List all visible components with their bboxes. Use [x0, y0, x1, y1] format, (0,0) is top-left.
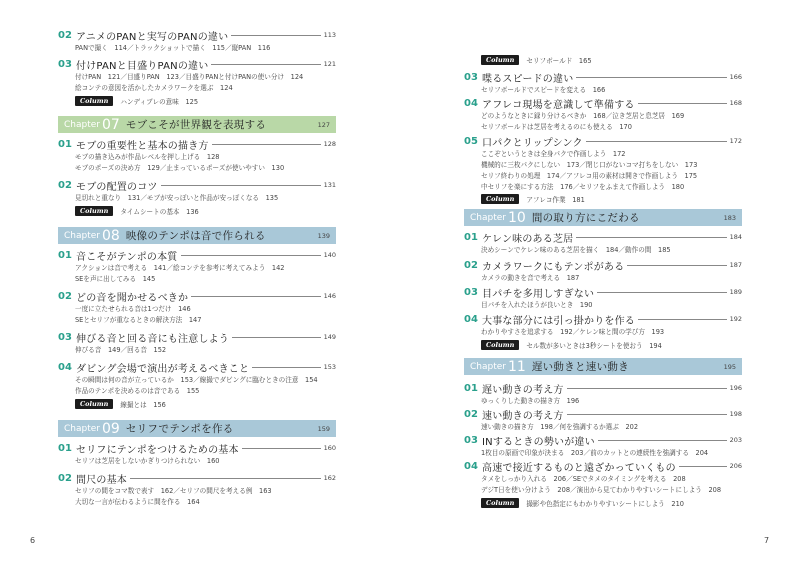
column-title: 撮影や色指定にもわかりやすいシートにしよう 210	[526, 499, 684, 508]
toc-section	[58, 57, 336, 71]
section-title: 高速で接近するものと遠ざかっていくもの	[482, 462, 676, 474]
toc-subtopics: PANで撮く 114／トラックショットで描く 115／縦PAN 116	[75, 44, 271, 52]
toc-section	[58, 330, 336, 344]
dotted-leader	[679, 465, 727, 467]
column-title: セル数が多いときは3秒シートを使おう 194	[526, 341, 662, 350]
column-title: 線撮とは 156	[120, 400, 166, 409]
section-title: 速い動きの考え方	[482, 410, 564, 422]
dotted-leader	[576, 236, 726, 238]
column-badge: Column	[481, 55, 519, 65]
dotted-leader	[567, 387, 727, 389]
page-number-right: 7	[764, 536, 770, 545]
chapter-header	[464, 358, 742, 375]
page-ref: 113	[323, 31, 336, 39]
chapter-header	[58, 420, 336, 437]
dotted-leader	[638, 318, 727, 320]
dotted-leader	[638, 102, 727, 104]
section-number: 01	[58, 442, 72, 454]
chapter-label: Chapter	[470, 361, 506, 372]
section-number: 02	[58, 29, 72, 41]
column-title: ハンディブレの意味 125	[120, 97, 199, 106]
dotted-leader	[252, 366, 320, 368]
toc-subtopics: 目パチを入れたほうが良いとき 190	[481, 301, 593, 309]
section-title: カメラワークにもテンポがある	[482, 261, 625, 273]
page-ref: 139	[317, 231, 330, 240]
toc-section	[58, 471, 336, 485]
dotted-leader	[597, 291, 726, 293]
page-number-left: 6	[30, 536, 36, 545]
toc-section	[464, 230, 742, 244]
toc-subtopics: デジT日を使い分けよう 208／演出から見てわかりやすいシートにしよう 208	[481, 486, 722, 494]
toc-column-entry	[464, 192, 759, 205]
toc-subtopics: 作品のテンポを決めるのは音である 155	[75, 387, 200, 395]
toc-section	[464, 459, 742, 473]
toc-subtopics: 1枚目の原画で印象が決まる 203／前のカットとの連続性を強調する 204	[481, 449, 709, 457]
toc-subtopics: カメラの動きを音で考える 187	[481, 274, 580, 282]
toc-subtopics: セリフ終わりの処理 174／アフレコ用の素材は開きで作画しよう 175	[481, 172, 698, 180]
section-number: 04	[464, 97, 478, 109]
dotted-leader	[231, 34, 320, 36]
chapter-label: Chapter	[64, 230, 100, 241]
chapter-header	[58, 227, 336, 244]
toc-section	[464, 433, 742, 447]
section-title: 音こそがテンポの本質	[76, 251, 178, 263]
dotted-leader	[586, 140, 727, 142]
column-badge: Column	[75, 206, 113, 216]
column-badge: Column	[481, 498, 519, 508]
chapter-label: Chapter	[470, 212, 506, 223]
page-ref: 187	[729, 261, 742, 269]
page-ref: 184	[729, 233, 742, 241]
section-number: 01	[58, 249, 72, 261]
page-ref: 166	[729, 73, 742, 81]
page-ref: 159	[317, 424, 330, 433]
column-badge: Column	[75, 96, 113, 106]
section-title: INするときの勢いが違い	[482, 436, 595, 448]
toc-section	[464, 70, 742, 84]
chapter-number: 09	[101, 420, 120, 437]
toc-section	[464, 407, 742, 421]
toc-subtopics: セリフボールドは芝居を考えるのにも使える 170	[481, 123, 632, 131]
toc-subtopics: SEを声に出してみる 145	[75, 275, 156, 283]
page-ref: 168	[729, 99, 742, 107]
chapter-number: 11	[507, 358, 526, 375]
toc-subtopics: アクションは音で考える 141／絵コンテを参考に考えてみよう 142	[75, 264, 285, 272]
section-number: 02	[464, 408, 478, 420]
dotted-leader	[232, 336, 321, 338]
chapter-title: モブこそが世界観を表現する	[125, 119, 267, 131]
toc-subtopics: 速い動きの描き方 198／何を強調するか選ぶ 202	[481, 423, 639, 431]
toc-column-entry	[464, 496, 759, 509]
page-ref: 196	[729, 384, 742, 392]
page-ref: 149	[323, 333, 336, 341]
toc-section	[464, 96, 742, 110]
toc-subtopics: 中セリフを楽にする方法 176／セリフをふまえて作画しよう 180	[481, 183, 685, 191]
page-ref: 183	[723, 213, 736, 222]
toc-subtopics: 見切れと重なり 131／モブが安っぽいと作品が安っぽくなる 135	[75, 194, 279, 202]
section-title: 目パチを多用しすぎない	[482, 288, 595, 300]
column-title: タイムシートの基本 136	[120, 207, 199, 216]
dotted-leader	[130, 477, 321, 479]
section-number: 02	[58, 472, 72, 484]
section-title: 伸びる音と回る音にも注意しよう	[76, 333, 229, 345]
chapter-number: 07	[101, 116, 120, 133]
chapter-title: 間の取り方にこだわる	[531, 212, 640, 224]
chapter-header	[58, 116, 336, 133]
dotted-leader	[181, 254, 321, 256]
column-title: セリフボールド 165	[526, 56, 592, 65]
page-ref: 128	[323, 140, 336, 148]
chapter-number: 10	[507, 209, 526, 226]
toc-section	[464, 285, 742, 299]
page-ref: 162	[323, 474, 336, 482]
section-title: どの音を聞かせるべきか	[76, 292, 189, 304]
toc-section	[58, 360, 336, 374]
toc-subtopics: セリフは芝居をしないかぎりつけられない 160	[75, 457, 220, 465]
page-ref: 131	[323, 181, 336, 189]
toc-section	[58, 289, 336, 303]
page-ref: 198	[729, 410, 742, 418]
toc-subtopics: 付けPAN 121／目盛りPAN 123／目盛りPANと付けPANの使い分け 124	[75, 73, 304, 81]
toc-subtopics: ここぞというときは全身パクで作画しよう 172	[481, 150, 626, 158]
toc-section	[58, 28, 336, 42]
section-title: 間尺の基本	[76, 474, 127, 486]
page-ref: 192	[729, 315, 742, 323]
column-badge: Column	[481, 194, 519, 204]
section-number: 01	[464, 231, 478, 243]
page-ref: 160	[323, 444, 336, 452]
column-badge: Column	[481, 340, 519, 350]
dotted-leader	[567, 413, 727, 415]
section-title: セリフにテンポをつけるための基本	[76, 444, 239, 456]
section-number: 03	[464, 286, 478, 298]
section-title: モブの重要性と基本の描き方	[76, 140, 209, 152]
section-number: 05	[464, 135, 478, 147]
toc-subtopics: わかりやすさを追求する 192／ケレン味と間の学び方 193	[481, 328, 665, 336]
toc-section	[464, 381, 742, 395]
page-ref: 153	[323, 363, 336, 371]
dotted-leader	[161, 184, 321, 186]
chapter-label: Chapter	[64, 119, 100, 130]
toc-subtopics: 機械的に三枚パクにしない 173／閉じ口がないコマ打ちをしない 173	[481, 161, 698, 169]
toc-subtopics: 一度に立たせられる音は1つだけ 146	[75, 305, 191, 313]
toc-section	[464, 258, 742, 272]
toc-subtopics: どのようなときに録り分けるべきか 168／泣き芝居と息芝居 169	[481, 112, 685, 120]
chapter-title: 映像のテンポは音で作られる	[125, 230, 266, 242]
dotted-leader	[212, 143, 321, 145]
toc-subtopics: 絵コンテの意図を活かしたカメラワークを選ぶ 124	[75, 84, 233, 92]
toc-section	[464, 134, 742, 148]
toc-subtopics: モブのポーズの決め方 129／止まっているポーズが使いやすい 130	[75, 164, 285, 172]
toc-subtopics: SEとセリフが重なるときの解決方法 147	[75, 316, 202, 324]
section-number: 02	[58, 179, 72, 191]
toc-subtopics: セリフの間をコマ数で表す 162／セリフの間尺を考える例 163	[75, 487, 272, 495]
section-number: 01	[464, 382, 478, 394]
toc-section	[464, 312, 742, 326]
toc-subtopics: タメをしっかり入れる 206／SEでタメのタイミングを考える 208	[481, 475, 686, 483]
page-ref: 127	[317, 120, 330, 129]
toc-subtopics: 伸びる音 149／回る音 152	[75, 346, 167, 354]
section-number: 01	[58, 138, 72, 150]
chapter-header	[464, 209, 742, 226]
dotted-leader	[191, 295, 320, 297]
dotted-leader	[627, 264, 726, 266]
page-ref: 121	[323, 60, 336, 68]
column-title: アフレコ作業 181	[526, 195, 585, 204]
chapter-number: 08	[101, 227, 120, 244]
section-title: アフレコ現場を意識して準備する	[482, 99, 635, 111]
section-number: 03	[58, 58, 72, 70]
page-ref: 203	[729, 436, 742, 444]
section-title: アニメのPANと実写のPANの違い	[76, 31, 229, 43]
page-ref: 146	[323, 292, 336, 300]
dotted-leader	[576, 76, 726, 78]
section-title: 口パクとリップシンク	[482, 137, 583, 149]
column-badge: Column	[75, 399, 113, 409]
toc-subtopics: モブの描き込みが作品レベルを押し上げる 128	[75, 153, 220, 161]
toc-section	[58, 178, 336, 192]
toc-section	[58, 137, 336, 151]
section-title: 遅い動きの考え方	[482, 384, 564, 396]
page-ref: 189	[729, 288, 742, 296]
toc-column-entry	[58, 397, 353, 410]
section-number: 02	[464, 259, 478, 271]
toc-subtopics: その瞬間は何の音が立っているか 153／線撮でダビングに臨むときの注意 154	[75, 376, 318, 384]
section-number: 03	[464, 434, 478, 446]
page-ref: 206	[729, 462, 742, 470]
toc-subtopics: セリフボールドでスピードを変える 166	[481, 86, 606, 94]
dotted-leader	[211, 63, 320, 65]
toc-column-entry	[464, 338, 759, 351]
page-ref: 172	[729, 137, 742, 145]
section-number: 03	[58, 331, 72, 343]
chapter-label: Chapter	[64, 423, 100, 434]
section-title: 付けPANと目盛りPANの違い	[76, 60, 209, 72]
toc-subtopics: 大切な一言が伝わるように間を作る 164	[75, 498, 200, 506]
toc-section	[58, 248, 336, 262]
chapter-title: セリフでテンポを作る	[125, 423, 234, 435]
toc-column-entry	[58, 94, 353, 107]
page-ref: 140	[323, 251, 336, 259]
section-title: 大事な部分には引っ掛かりを作る	[482, 315, 635, 327]
toc-subtopics: 決めシーンでケレン味のある芝居を描く 184／動作の間 185	[481, 246, 671, 254]
dotted-leader	[598, 439, 727, 441]
toc-column-entry	[58, 204, 353, 217]
toc-column-entry	[464, 53, 759, 66]
chapter-title: 遅い動きと速い動き	[531, 361, 630, 373]
section-number: 04	[464, 313, 478, 325]
section-title: モブの配置のコツ	[76, 181, 158, 193]
section-title: ケレン味のある芝居	[482, 233, 574, 245]
dotted-leader	[242, 447, 321, 449]
section-title: 喋るスピードの違い	[482, 73, 574, 85]
page-ref: 195	[723, 362, 736, 371]
toc-section	[58, 441, 336, 455]
section-number: 02	[58, 290, 72, 302]
section-number: 03	[464, 71, 478, 83]
section-title: ダビング会場で演出が考えるべきこと	[76, 363, 250, 375]
toc-subtopics: ゆっくりした動きの描き方 196	[481, 397, 580, 405]
section-number: 04	[464, 460, 478, 472]
section-number: 04	[58, 361, 72, 373]
